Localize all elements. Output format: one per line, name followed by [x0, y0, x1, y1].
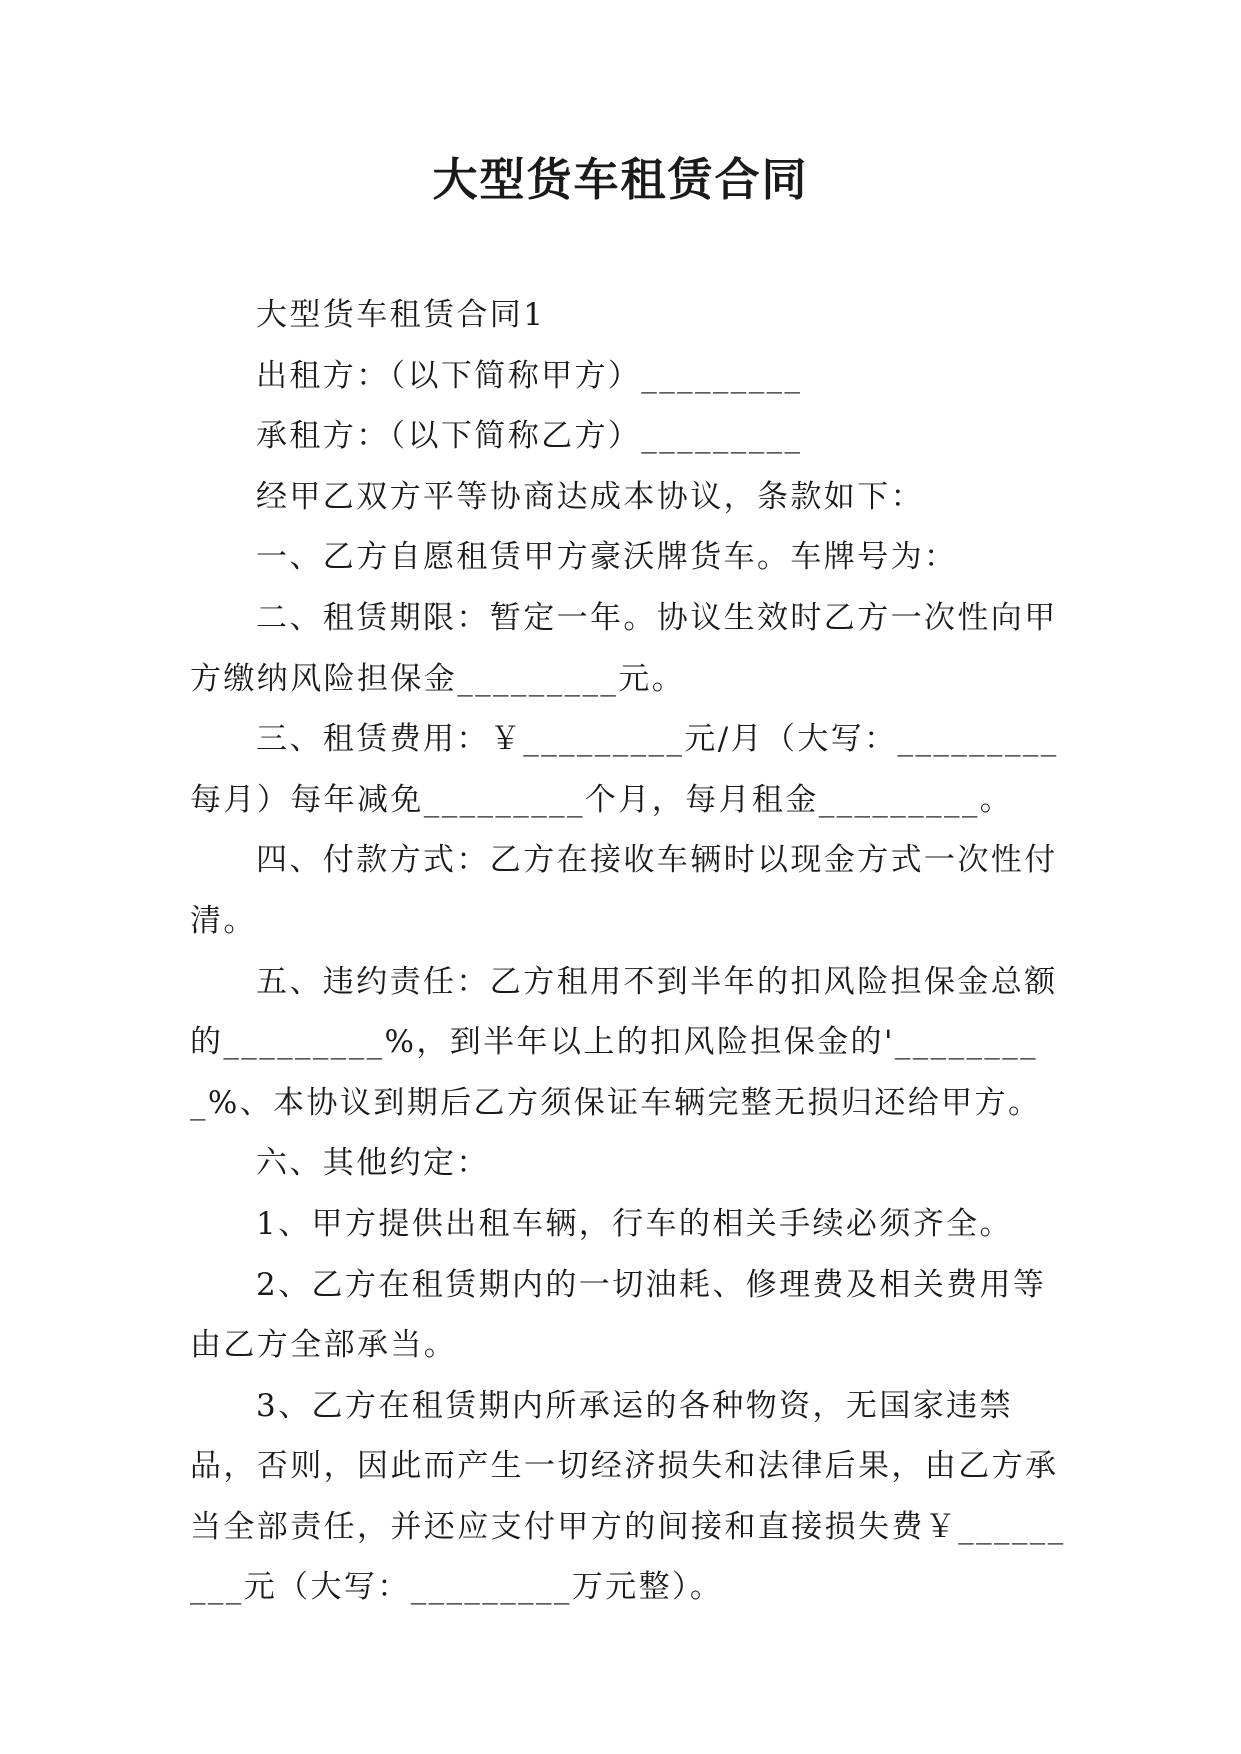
paragraph-clause-6: 六、其他约定： — [256, 1145, 490, 1182]
document-title: 大型货车租赁合同 — [432, 153, 809, 206]
paragraph-other-3: 3、乙方在租赁期内所承运的各种物资，无国家违禁品，否则，因此而产生一切经济损失和法律后果，由乙方承当全部责任，并还应支付甲方的间接和直接损失费￥_________元（大写：_________万元整）。 — [190, 1387, 1066, 1606]
paragraph-agreement-intro: 经甲乙双方平等协商达成本协议，条款如下： — [256, 478, 924, 515]
paragraph-other-2: 2、乙方在租赁期内的一切油耗、修理费及相关费用等由乙方全部承当。 — [190, 1266, 1047, 1364]
paragraph-clause-4: 四、付款方式：乙方在接收车辆时以现金方式一次性付清。 — [190, 842, 1058, 939]
paragraph-clause-3: 三、租赁费用：￥_________元/月（大写：_________每月）每年减免_________个月，每月租金_________。 — [190, 721, 1059, 818]
paragraph-clause-5: 五、违约责任：乙方租用不到半年的扣风险担保金总额的_________%，到半年以上的扣风险担保金的'_________%、本协议到期后乙方须保证车辆完整无损归还给甲方。 — [190, 963, 1058, 1121]
paragraph-clause-2: 二、租赁期限：暂定一年。协议生效时乙方一次性向甲方缴纳风险担保金_________元。 — [190, 599, 1058, 697]
paragraph-lessor: 出租方：（以下简称甲方）_________ — [256, 357, 803, 394]
paragraph-lessee: 承租方：（以下简称乙方）_________ — [256, 418, 803, 455]
paragraph-contract-number: 大型货车租赁合同1 — [256, 297, 546, 333]
document-body — [190, 285, 1068, 1618]
paragraph-clause-1: 一、乙方自愿租赁甲方豪沃牌货车。车牌号为： — [256, 539, 958, 576]
paragraph-other-1: 1、甲方提供出租车辆，行车的相关手续必须齐全。 — [256, 1205, 1013, 1242]
